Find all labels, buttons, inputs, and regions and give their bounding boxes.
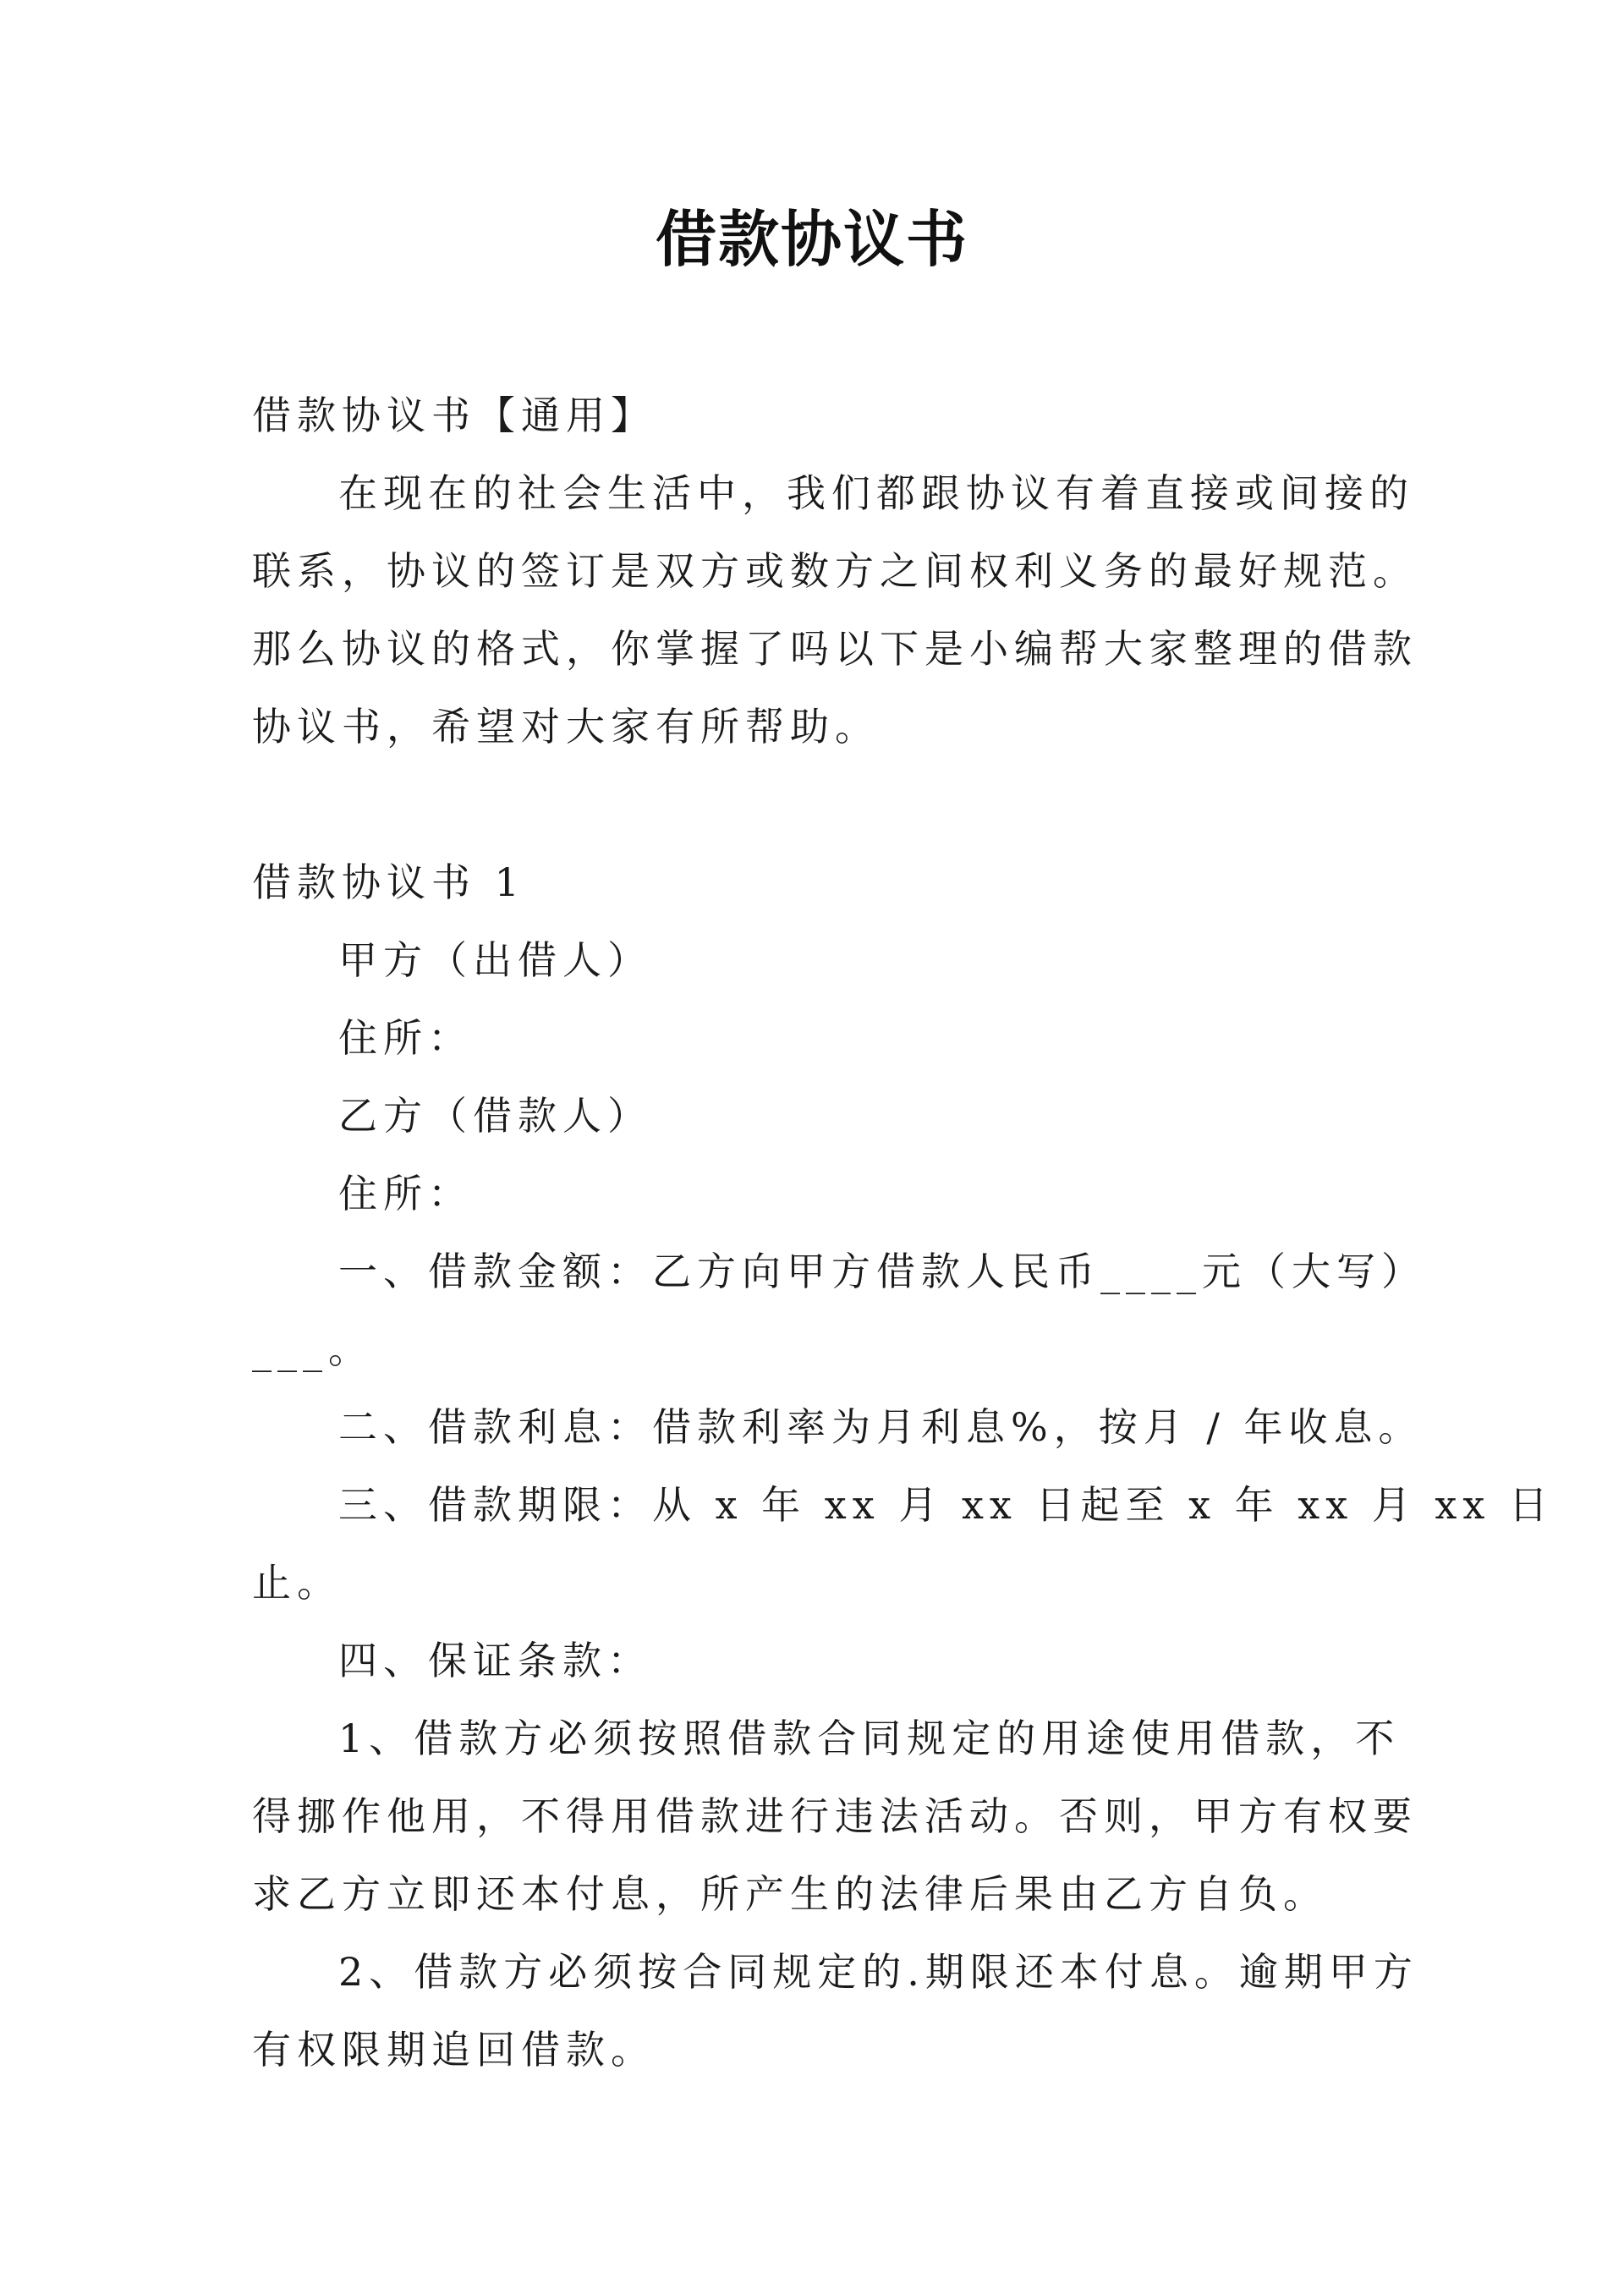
section-title: 借款协议书 1 <box>252 859 525 905</box>
intro-line-3: 那么协议的格式，你掌握了吗以下是小编帮大家整理的借款 <box>252 626 1418 672</box>
party-b: 乙方（借款人） <box>338 1093 652 1139</box>
intro-line-1: 在现在的社会生活中，我们都跟协议有着直接或间接的 <box>338 470 1414 516</box>
clause-2: 二、借款利息：借款利率为月利息%，按月 / 年收息。 <box>338 1404 1424 1450</box>
document-title: 借款协议书 <box>655 204 968 275</box>
item-1-line-1: 1、借款方必须按照借款合同规定的用途使用借款，不 <box>338 1716 1401 1761</box>
item-1-line-2: 得挪作他用，不得用借款进行违法活动。否则，甲方有权要 <box>252 1793 1418 1839</box>
item-2-line-1: 2、借款方必须按合同规定的.期限还本付息。逾期甲方 <box>338 1949 1418 1995</box>
item-2-line-2: 有权限期追回借款。 <box>252 2027 656 2073</box>
clause-4: 四、保证条款： <box>338 1638 652 1683</box>
intro-line-2: 联系，协议的签订是双方或数方之间权利义务的最好规范。 <box>252 548 1418 594</box>
item-1-line-3: 求乙方立即还本付息，所产生的法律后果由乙方自负。 <box>252 1871 1328 1917</box>
clause-3-line-1: 三、借款期限：从 x 年 xx 月 xx 日起至 x 年 xx 月 xx 日 <box>338 1482 1554 1528</box>
document-body <box>252 376 1554 2089</box>
clause-3-line-2: 止。 <box>252 1560 342 1606</box>
party-a: 甲方（出借人） <box>338 937 652 983</box>
subheading: 借款协议书【通用】 <box>252 393 656 438</box>
paragraph-gap <box>252 766 1385 843</box>
party-a-address: 住所： <box>338 1015 473 1061</box>
party-b-address: 住所： <box>338 1171 473 1216</box>
intro-line-4: 协议书，希望对大家有所帮助。 <box>252 704 880 749</box>
clause-1-line-2: ___。 <box>252 1326 373 1372</box>
clause-1-line-1: 一、借款金额：乙方向甲方借款人民币____元（大写） <box>338 1249 1426 1294</box>
